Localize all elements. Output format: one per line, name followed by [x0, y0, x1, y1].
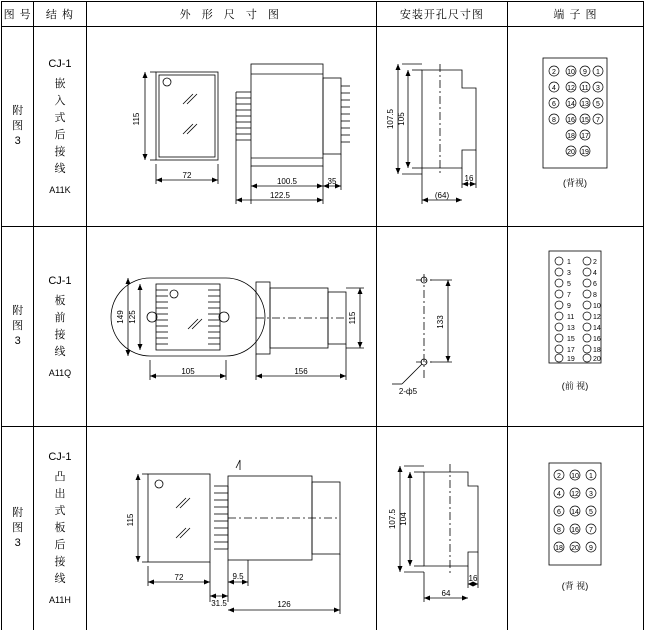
row3-mount-dim-16: 16: [468, 573, 478, 583]
row3-terminal-view-note: (背 视): [562, 581, 589, 591]
svg-text:19: 19: [567, 356, 576, 363]
table-row: [2, 227, 644, 427]
svg-text:4: 4: [593, 270, 598, 277]
row1-mount-dim-64: (64): [434, 191, 450, 200]
row2-dim-125: 125: [128, 310, 138, 324]
svg-text:14: 14: [571, 509, 580, 516]
row2-mount-dim-hole: 2-ф5: [398, 387, 417, 396]
svg-text:1: 1: [596, 69, 601, 76]
table-row: [2, 27, 644, 227]
row2-code: A11Q: [48, 367, 72, 378]
row1-mount-dim-105: 105: [396, 112, 406, 126]
row1-dim-72: 72: [182, 171, 192, 180]
row3-terminal-diagram: [507, 427, 643, 630]
row1-dim-115: 115: [132, 112, 142, 126]
svg-text:14: 14: [567, 101, 576, 108]
row3-dim-126: 126: [277, 599, 291, 609]
svg-text:10: 10: [567, 69, 576, 76]
svg-text:10: 10: [593, 303, 602, 310]
row3-model: CJ-1: [48, 451, 72, 463]
header-fig-no: 图 号: [2, 2, 34, 27]
svg-text:10: 10: [571, 473, 580, 480]
svg-text:7: 7: [589, 527, 594, 534]
svg-text:13: 13: [581, 101, 590, 108]
svg-text:3: 3: [567, 270, 572, 277]
svg-text:11: 11: [567, 314, 575, 321]
svg-text:6: 6: [552, 101, 557, 108]
header-structure: 结 构: [34, 2, 86, 27]
row2-fig-no-text: 附 图 3: [12, 305, 24, 347]
svg-text:18: 18: [555, 545, 564, 552]
row1-mount-dim-107-5: 107.5: [385, 108, 395, 130]
row1-structure: [34, 27, 86, 227]
svg-text:7: 7: [596, 117, 601, 124]
svg-text:6: 6: [557, 509, 562, 516]
svg-text:8: 8: [557, 527, 562, 534]
row3-desc: 凸出式板后接线: [54, 471, 66, 585]
svg-text:7: 7: [567, 292, 572, 299]
svg-text:13: 13: [567, 325, 576, 332]
row1-dim-122-5: 122.5: [270, 191, 291, 200]
row2-terminal-view-note: (前 视): [562, 381, 589, 391]
row1-desc: 嵌入式后接线: [54, 77, 66, 175]
row2-desc: 板前接线: [54, 294, 66, 358]
row3-mount-dim-104: 104: [398, 511, 408, 526]
row3-dim-9-5: 9.5: [232, 571, 244, 581]
row1-outline-drawing: [86, 27, 376, 227]
svg-text:2: 2: [557, 473, 562, 480]
row1-model: CJ-1: [48, 57, 72, 70]
svg-text:3: 3: [596, 85, 601, 92]
table-row: [2, 427, 644, 630]
svg-text:20: 20: [567, 149, 576, 156]
svg-text:1: 1: [589, 473, 594, 480]
row1-dim-35: 35: [327, 177, 337, 186]
row3-outline-drawing: [86, 427, 376, 630]
row3-fig-no-text: 附 图 3: [12, 507, 24, 549]
svg-text:19: 19: [581, 149, 590, 156]
svg-text:14: 14: [593, 325, 602, 332]
svg-text:16: 16: [593, 336, 602, 343]
svg-text:18: 18: [567, 133, 576, 140]
row1-mount-dim-16: 16: [464, 174, 474, 183]
row1-code: A11K: [49, 184, 71, 195]
spec-table: [1, 1, 644, 630]
header-terminal-diagram: 端 子 图: [507, 2, 643, 27]
row2-dim-156: 156: [294, 367, 308, 376]
svg-text:17: 17: [567, 347, 576, 354]
row1-mounting-drawing: [376, 27, 507, 227]
svg-text:20: 20: [571, 545, 580, 552]
row2-mount-dim-133: 133: [435, 315, 445, 329]
row3-fig-no: [2, 427, 34, 630]
svg-text:2: 2: [593, 259, 598, 266]
svg-text:1: 1: [567, 259, 572, 266]
row3-mount-dim-64: 64: [441, 588, 451, 598]
row3-code: A11H: [49, 595, 71, 605]
svg-text:20: 20: [593, 356, 602, 363]
svg-text:5: 5: [589, 509, 594, 516]
row3-mounting-drawing: [376, 427, 507, 630]
header-outline-dims: 外 形 尺 寸 图: [86, 2, 376, 27]
svg-text:18: 18: [593, 347, 602, 354]
row2-structure: [34, 227, 86, 427]
row2-mounting-drawing: [376, 227, 507, 427]
svg-text:12: 12: [593, 314, 602, 321]
row3-dim-72: 72: [174, 572, 184, 582]
row2-dim-105: 105: [181, 367, 195, 376]
svg-text:17: 17: [581, 133, 590, 140]
svg-text:12: 12: [571, 491, 580, 498]
row2-outline-drawing: [86, 227, 376, 427]
table-header-row: [2, 2, 644, 27]
svg-text:15: 15: [567, 336, 576, 343]
row1-terminal-view-note: (背视): [563, 178, 588, 188]
row3-structure: [34, 427, 86, 630]
row2-dim-149: 149: [116, 310, 126, 324]
row3-mount-dim-107-5: 107.5: [387, 508, 397, 529]
svg-text:16: 16: [567, 117, 576, 124]
svg-text:8: 8: [593, 292, 598, 299]
row3-dim-115: 115: [126, 513, 136, 526]
svg-text:5: 5: [596, 101, 601, 108]
svg-text:4: 4: [552, 85, 557, 92]
svg-text:9: 9: [589, 545, 594, 552]
svg-text:2: 2: [552, 69, 557, 76]
svg-text:4: 4: [557, 491, 562, 498]
svg-text:3: 3: [589, 491, 594, 498]
svg-text:12: 12: [567, 85, 576, 92]
row1-dim-100-5: 100.5: [277, 177, 298, 186]
row2-dim-115: 115: [348, 311, 358, 325]
svg-text:9: 9: [567, 303, 572, 310]
row1-fig-no: [2, 27, 34, 227]
svg-text:8: 8: [552, 117, 557, 124]
svg-text:6: 6: [593, 281, 598, 288]
row2-terminal-diagram: [507, 227, 643, 427]
row1-fig-no-text: 附 图 3: [12, 105, 24, 147]
svg-text:5: 5: [567, 281, 572, 288]
svg-text:16: 16: [571, 527, 580, 534]
row3-dim-31-5: 31.5: [211, 598, 228, 608]
svg-text:11: 11: [581, 85, 590, 92]
row1-terminal-diagram: [507, 27, 643, 227]
svg-text:9: 9: [583, 69, 588, 76]
header-mounting-dims: 安装开孔尺寸图: [376, 2, 507, 27]
row2-model: CJ-1: [48, 274, 72, 287]
row2-fig-no: [2, 227, 34, 427]
svg-text:15: 15: [581, 117, 590, 124]
